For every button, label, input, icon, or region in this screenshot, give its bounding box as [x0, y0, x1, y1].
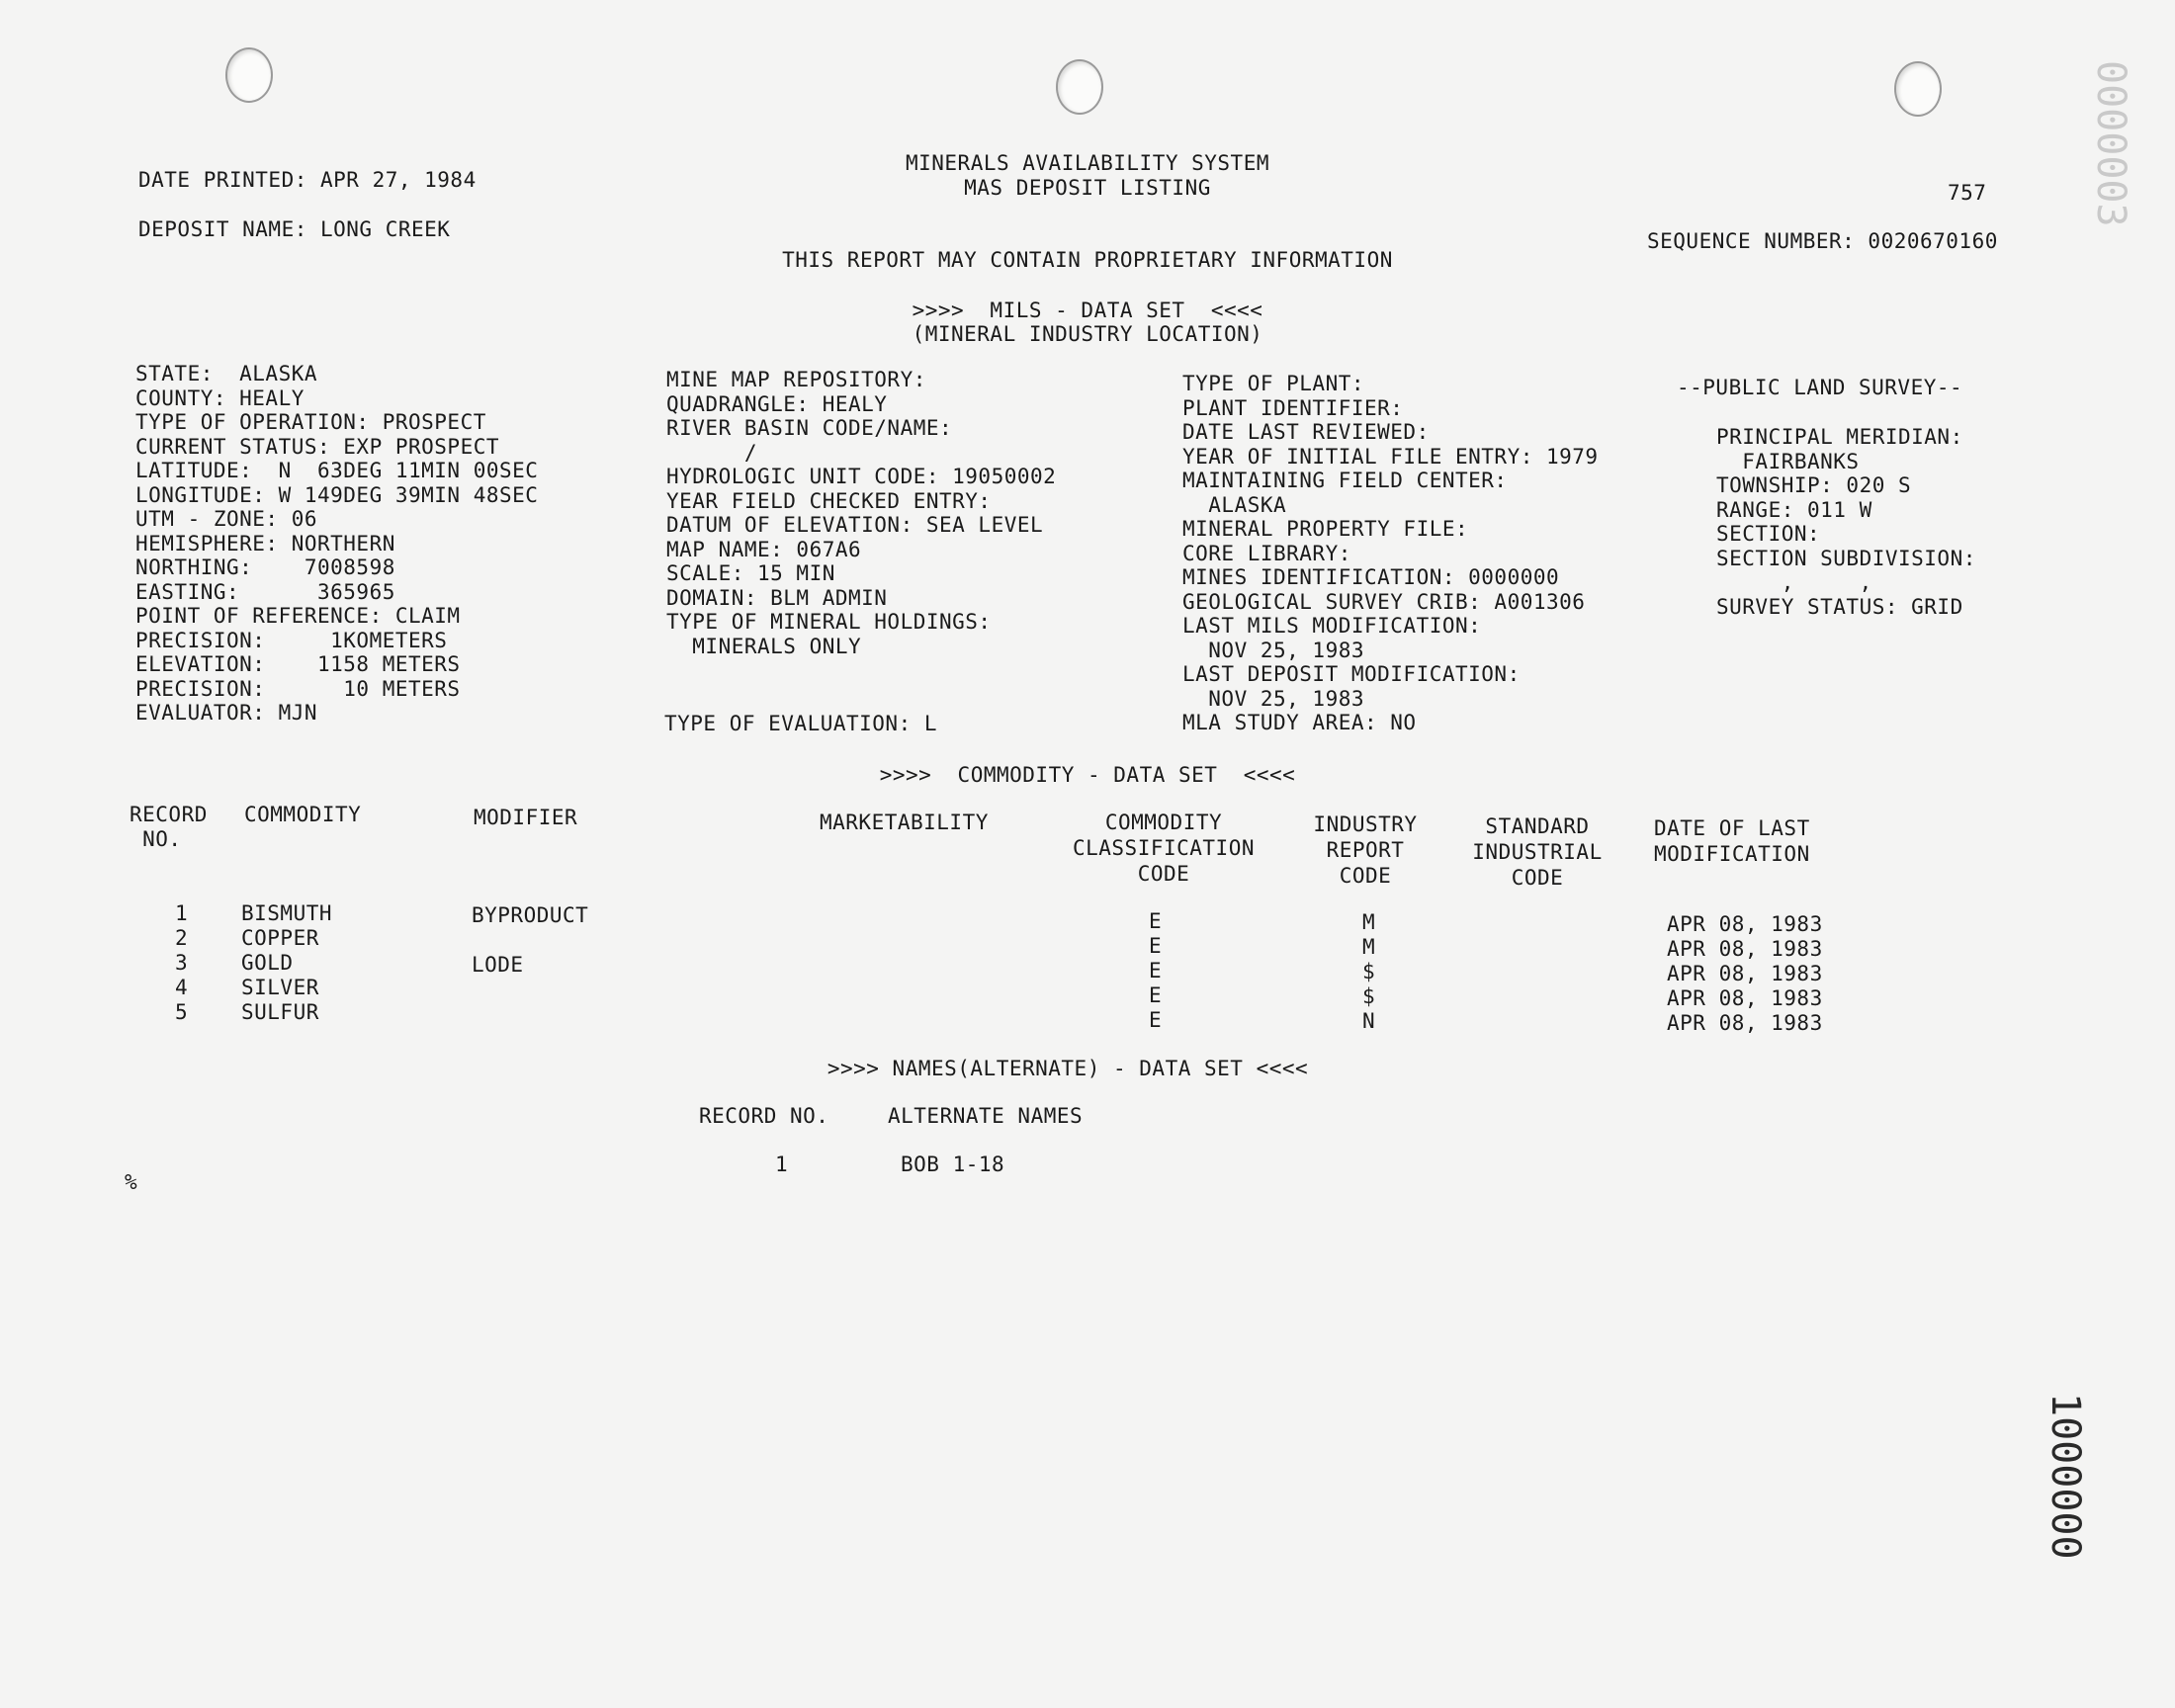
- vertical-stamp-bottom: 1000000: [2043, 1393, 2088, 1560]
- listing-title: MAS DEPOSIT LISTING: [964, 176, 1211, 200]
- mils-title: >>>> MILS - DATA SET <<<<: [912, 299, 1263, 322]
- mla-study-area-field: MLA STUDY AREA: NO: [1182, 711, 1417, 734]
- river-basin-field: RIVER BASIN CODE/NAME:: [666, 416, 953, 440]
- quadrangle-field: QUADRANGLE: HEALY: [666, 391, 888, 416]
- header-sic-3: CODE: [1511, 866, 1564, 890]
- section-subdivision-value: , ,: [1716, 570, 1872, 594]
- header-industry-1: INDUSTRY: [1313, 812, 1418, 836]
- header-classification-2: CLASSIFICATION: [1072, 836, 1255, 860]
- range-field: RANGE: 011 W: [1716, 497, 1872, 522]
- alternate-name-record-no: 1: [775, 1153, 789, 1176]
- current-status-field: CURRENT STATUS: EXP PROSPECT: [135, 434, 500, 459]
- names-record-header: RECORD NO.: [699, 1104, 829, 1128]
- header-classification-1: COMMODITY: [1104, 811, 1223, 834]
- section-subdivision-field: SECTION SUBDIVISION:: [1716, 546, 1976, 570]
- last-mils-modification-field: LAST MILS MODIFICATION:: [1182, 614, 1482, 638]
- principal-meridian-field: PRINCIPAL MERIDIAN:: [1716, 425, 1963, 449]
- header-record-no-1: RECORD: [130, 803, 208, 826]
- vertical-stamp-top: 0000003: [2088, 60, 2133, 227]
- township-field: TOWNSHIP: 020 S: [1716, 473, 1912, 497]
- type-of-evaluation-field: TYPE OF EVALUATION: L: [664, 712, 938, 735]
- row-commodity: BISMUTH: [241, 901, 333, 925]
- names-title: >>>> NAMES(ALTERNATE) - DATA SET <<<<: [826, 1057, 1309, 1080]
- row-classification: E: [1149, 983, 1163, 1007]
- deposit-name: DEPOSIT NAME: LONG CREEK: [138, 217, 451, 241]
- row-industry-code: $: [1362, 960, 1376, 983]
- row-commodity: SULFUR: [241, 1000, 319, 1024]
- row-date: APR 08, 1983: [1667, 986, 1823, 1010]
- map-name-field: MAP NAME: 067A6: [666, 537, 862, 561]
- row-commodity: COPPER: [241, 926, 319, 950]
- header-date-1: DATE OF LAST: [1654, 816, 1810, 840]
- row-classification: E: [1149, 959, 1163, 982]
- plant-identifier-field: PLANT IDENTIFIER:: [1182, 395, 1404, 420]
- mils-subtitle: (MINERAL INDUSTRY LOCATION): [912, 322, 1263, 346]
- row-industry-code: M: [1362, 935, 1376, 959]
- row-industry-code: N: [1362, 1009, 1376, 1033]
- hydrologic-unit-field: HYDROLOGIC UNIT CODE: 19050002: [666, 465, 1057, 488]
- row-record-no: 5: [175, 1000, 189, 1024]
- point-of-reference-field: POINT OF REFERENCE: CLAIM: [135, 604, 461, 628]
- header-record-no-2: NO.: [130, 827, 182, 851]
- field-center-value: ALASKA: [1182, 492, 1287, 517]
- row-date: APR 08, 1983: [1667, 937, 1823, 961]
- hemisphere-field: HEMISPHERE: NORTHERN: [135, 531, 395, 555]
- row-classification: E: [1149, 934, 1163, 958]
- scale-field: SCALE: 15 MIN: [666, 561, 835, 585]
- header-industry-2: REPORT: [1326, 838, 1405, 862]
- evaluator-field: EVALUATOR: MJN: [135, 701, 318, 725]
- state-field: STATE: ALASKA: [135, 362, 318, 385]
- river-basin-value: /: [666, 440, 758, 465]
- public-land-survey-column: [1716, 425, 1976, 619]
- mils-admin-column: [1182, 372, 1599, 735]
- commodity-title: >>>> COMMODITY - DATA SET <<<<: [879, 763, 1296, 787]
- names-alternate-header: ALTERNATE NAMES: [888, 1104, 1084, 1128]
- punch-hole-left: [225, 47, 273, 103]
- header-commodity: COMMODITY: [244, 803, 362, 826]
- operation-type-field: TYPE OF OPERATION: PROSPECT: [135, 410, 486, 434]
- row-date: APR 08, 1983: [1667, 1011, 1823, 1035]
- footer-mark: %: [125, 1170, 138, 1194]
- initial-file-entry-field: YEAR OF INITIAL FILE ENTRY: 1979: [1182, 444, 1599, 469]
- sequence-number: SEQUENCE NUMBER: 0020670160: [1647, 229, 1998, 253]
- row-record-no: 4: [175, 976, 189, 999]
- elevation-precision-field: PRECISION: 10 METERS: [135, 676, 461, 701]
- datum-of-elevation-field: DATUM OF ELEVATION: SEA LEVEL: [666, 513, 1044, 537]
- alternate-name: BOB 1-18: [901, 1153, 1005, 1176]
- row-record-no: 2: [175, 926, 189, 950]
- row-date: APR 08, 1983: [1667, 962, 1823, 985]
- row-commodity: GOLD: [241, 951, 294, 975]
- northing-field: NORTHING: 7008598: [135, 555, 395, 579]
- row-record-no: 3: [175, 951, 189, 975]
- row-commodity: SILVER: [241, 976, 319, 999]
- principal-meridian-value: FAIRBANKS: [1716, 449, 1860, 473]
- last-deposit-modification-field: LAST DEPOSIT MODIFICATION:: [1182, 662, 1521, 686]
- latitude-field: LATITUDE: N 63DEG 11MIN 00SEC: [135, 459, 539, 482]
- header-sic-2: INDUSTRIAL: [1472, 840, 1603, 864]
- last-deposit-modification-value: NOV 25, 1983: [1182, 686, 1365, 711]
- date-last-reviewed-field: DATE LAST REVIEWED:: [1182, 420, 1430, 444]
- mine-map-repository-field: MINE MAP REPOSITORY:: [666, 368, 926, 391]
- system-title: MINERALS AVAILABILITY SYSTEM: [905, 151, 1269, 175]
- header-marketability: MARKETABILITY: [820, 811, 989, 834]
- header-classification-3: CODE: [1137, 862, 1190, 886]
- type-of-plant-field: TYPE OF PLANT:: [1182, 372, 1365, 395]
- row-classification: E: [1149, 1008, 1163, 1032]
- longitude-field: LONGITUDE: W 149DEG 39MIN 48SEC: [135, 482, 539, 507]
- utm-zone-field: UTM - ZONE: 06: [135, 507, 318, 531]
- date-printed: DATE PRINTED: APR 27, 1984: [138, 168, 477, 192]
- mines-identification-field: MINES IDENTIFICATION: 0000000: [1182, 565, 1560, 589]
- row-classification: E: [1149, 909, 1163, 933]
- section-field: SECTION:: [1716, 522, 1821, 546]
- public-land-survey-title: --PUBLIC LAND SURVEY--: [1677, 376, 1963, 399]
- punch-hole-right: [1894, 61, 1942, 117]
- last-mils-modification-value: NOV 25, 1983: [1182, 638, 1365, 662]
- header-industry-3: CODE: [1339, 864, 1392, 888]
- mils-map-column: [666, 368, 1056, 658]
- row-record-no: 1: [175, 901, 189, 925]
- elevation-field: ELEVATION: 1158 METERS: [135, 652, 461, 676]
- precision-field: PRECISION: 1KOMETERS: [135, 628, 448, 652]
- domain-field: DOMAIN: BLM ADMIN: [666, 585, 888, 610]
- row-date: APR 08, 1983: [1667, 912, 1823, 936]
- page-number: 757: [1948, 181, 1987, 205]
- row-industry-code: M: [1362, 910, 1376, 934]
- mineral-holdings-value: MINERALS ONLY: [666, 634, 862, 658]
- punch-hole-center: [1056, 59, 1103, 115]
- survey-status-field: SURVEY STATUS: GRID: [1716, 594, 1963, 619]
- proprietary-notice: THIS REPORT MAY CONTAIN PROPRIETARY INFORMATION: [782, 248, 1393, 272]
- row-modifier: BYPRODUCT: [472, 903, 589, 927]
- survey-crib-field: GEOLOGICAL SURVEY CRIB: A001306: [1182, 589, 1586, 614]
- row-modifier: LODE: [472, 953, 524, 977]
- mineral-holdings-field: TYPE OF MINERAL HOLDINGS:: [666, 610, 992, 634]
- mineral-property-file-field: MINERAL PROPERTY FILE:: [1182, 517, 1469, 541]
- header-modifier: MODIFIER: [474, 806, 578, 829]
- county-field: COUNTY: HEALY: [135, 385, 304, 410]
- field-center-field: MAINTAINING FIELD CENTER:: [1182, 469, 1508, 492]
- header-sic-1: STANDARD: [1485, 814, 1590, 838]
- mils-location-column: [135, 362, 538, 726]
- row-industry-code: $: [1362, 984, 1376, 1008]
- core-library-field: CORE LIBRARY:: [1182, 541, 1351, 565]
- header-date-2: MODIFICATION: [1654, 842, 1810, 866]
- easting-field: EASTING: 365965: [135, 579, 395, 604]
- year-field-checked-field: YEAR FIELD CHECKED ENTRY:: [666, 488, 992, 513]
